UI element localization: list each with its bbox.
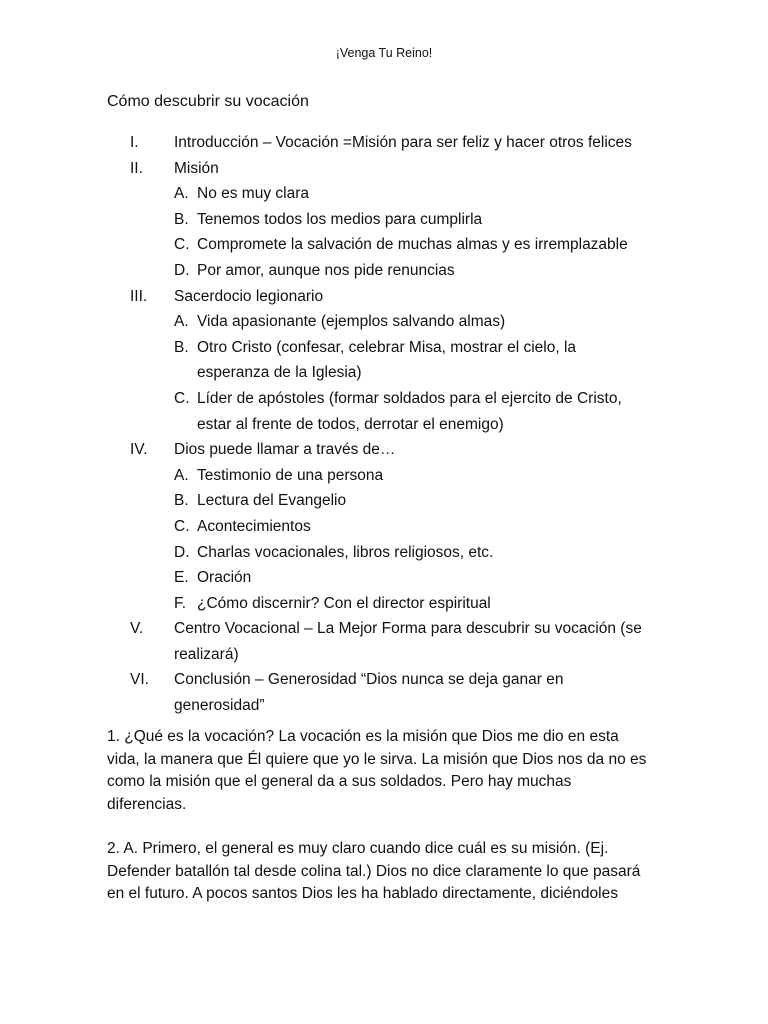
outline-subitem	[0, 360, 768, 386]
outline-item	[0, 437, 768, 463]
outline-item	[0, 693, 768, 719]
outline-subitem-text: Compromete la salvación de muchas almas y es irremplazable	[197, 236, 628, 254]
outline-subitem-text: Charlas vocacionales, libros religiosos, etc.	[197, 543, 494, 561]
outline-item-text: generosidad”	[174, 697, 265, 715]
outline-subitem-letter: F.	[174, 594, 187, 612]
outline-subitem-letter: C.	[174, 389, 190, 407]
outline-item-text: Sacerdocio legionario	[174, 287, 324, 305]
outline-subitem-letter: D.	[174, 543, 190, 561]
outline-item	[0, 130, 768, 156]
outline-item	[0, 667, 768, 693]
outline-subitem-letter: B.	[174, 492, 189, 510]
outline-item	[0, 642, 768, 668]
outline-subitem	[0, 232, 768, 258]
outline-numeral: III.	[130, 287, 148, 305]
outline-subitem-letter: C.	[174, 517, 190, 535]
outline-subitem-text: Lectura del Evangelio	[197, 492, 347, 510]
outline-subitem-letter: A.	[174, 313, 189, 331]
outline-item	[0, 616, 768, 642]
outline-numeral: V.	[130, 620, 144, 638]
outline-subitem	[0, 463, 768, 489]
outline-list	[0, 130, 768, 719]
outline-subitem-text: Acontecimientos	[197, 517, 311, 535]
outline-subitem-letter: C.	[174, 236, 190, 254]
outline-subitem-text: estar al frente de todos, derrotar el enemigo)	[197, 415, 504, 433]
document-title: Cómo descubrir su vocación	[107, 93, 309, 110]
outline-subitem-text: ¿Cómo discernir? Con el director espiritual	[197, 594, 491, 612]
outline-numeral: II.	[130, 159, 143, 177]
page-header: ¡Venga Tu Reino!	[335, 46, 433, 60]
outline-subitem	[0, 207, 768, 233]
outline-subitem	[0, 540, 768, 566]
outline-item	[0, 284, 768, 310]
outline-item-text: Dios puede llamar a través de…	[174, 441, 396, 459]
paragraph-line: 2. A. Primero, el general es muy claro cuando dice cuál es su misión. (Ej.	[107, 840, 609, 857]
outline-subitem	[0, 488, 768, 514]
paragraph-line: en el futuro. A pocos santos Dios les ha hablado directamente, diciéndoles	[107, 885, 618, 902]
outline-subitem-letter: D.	[174, 261, 190, 279]
outline-subitem-letter: E.	[174, 569, 189, 587]
outline-subitem-text: Líder de apóstoles (formar soldados para el ejercito de Cristo,	[197, 389, 622, 407]
outline-subitem	[0, 591, 768, 617]
paragraph	[107, 726, 667, 816]
paragraph-line: diferencias.	[107, 795, 187, 813]
outline-subitem	[0, 335, 768, 361]
outline-subitem-text: esperanza de la Iglesia)	[197, 364, 362, 382]
outline-subitem	[0, 412, 768, 438]
outline-item-text: Introducción – Vocación =Misión para ser feliz y hacer otros felices	[174, 134, 632, 151]
outline-subitem-text: Por amor, aunque nos pide renuncias	[197, 261, 455, 279]
outline-subitem	[0, 258, 768, 284]
outline-subitem-letter: B.	[174, 210, 189, 228]
outline-numeral: I.	[130, 134, 139, 151]
outline-subitem	[0, 309, 768, 335]
paragraph	[107, 838, 667, 906]
outline-subitem-letter: B.	[174, 338, 189, 356]
outline-item-text: Misión	[174, 159, 219, 177]
outline-subitem-text: Otro Cristo (confesar, celebrar Misa, mostrar el cielo, la	[197, 338, 577, 356]
outline-subitem-letter: A.	[174, 185, 189, 203]
outline-subitem	[0, 181, 768, 207]
paragraph-line: como la misión que el general da a sus soldados. Pero hay muchas	[107, 773, 572, 790]
outline-item-text: Centro Vocacional – La Mejor Forma para descubrir su vocación (se	[174, 620, 642, 638]
outline-item-text: realizará)	[174, 645, 239, 663]
paragraph-line: 1. ¿Qué es la vocación? La vocación es la misión que Dios me dio en esta	[107, 728, 619, 745]
outline-subitem	[0, 386, 768, 412]
outline-item-text: Conclusión – Generosidad “Dios nunca se deja ganar en	[174, 671, 564, 689]
outline-subitem-letter: A.	[174, 466, 189, 484]
outline-subitem-text: No es muy clara	[197, 185, 309, 203]
outline-subitem-text: Testimonio de una persona	[197, 466, 384, 484]
outline-item	[0, 156, 768, 182]
outline-numeral: IV.	[130, 441, 148, 459]
outline-subitem	[0, 565, 768, 591]
outline-subitem-text: Vida apasionante (ejemplos salvando almas)	[197, 313, 506, 331]
paragraph-line: Defender batallón tal desde colina tal.) Dios no dice claramente lo que pasará	[107, 862, 641, 880]
outline-subitem-text: Tenemos todos los medios para cumplirla	[197, 210, 483, 228]
outline-subitem-text: Oración	[197, 569, 252, 587]
outline-numeral: VI.	[130, 671, 149, 689]
paragraph-line: vida, la manera que Él quiere que yo le sirva. La misión que Dios nos da no es	[107, 750, 647, 768]
outline-subitem	[0, 514, 768, 540]
